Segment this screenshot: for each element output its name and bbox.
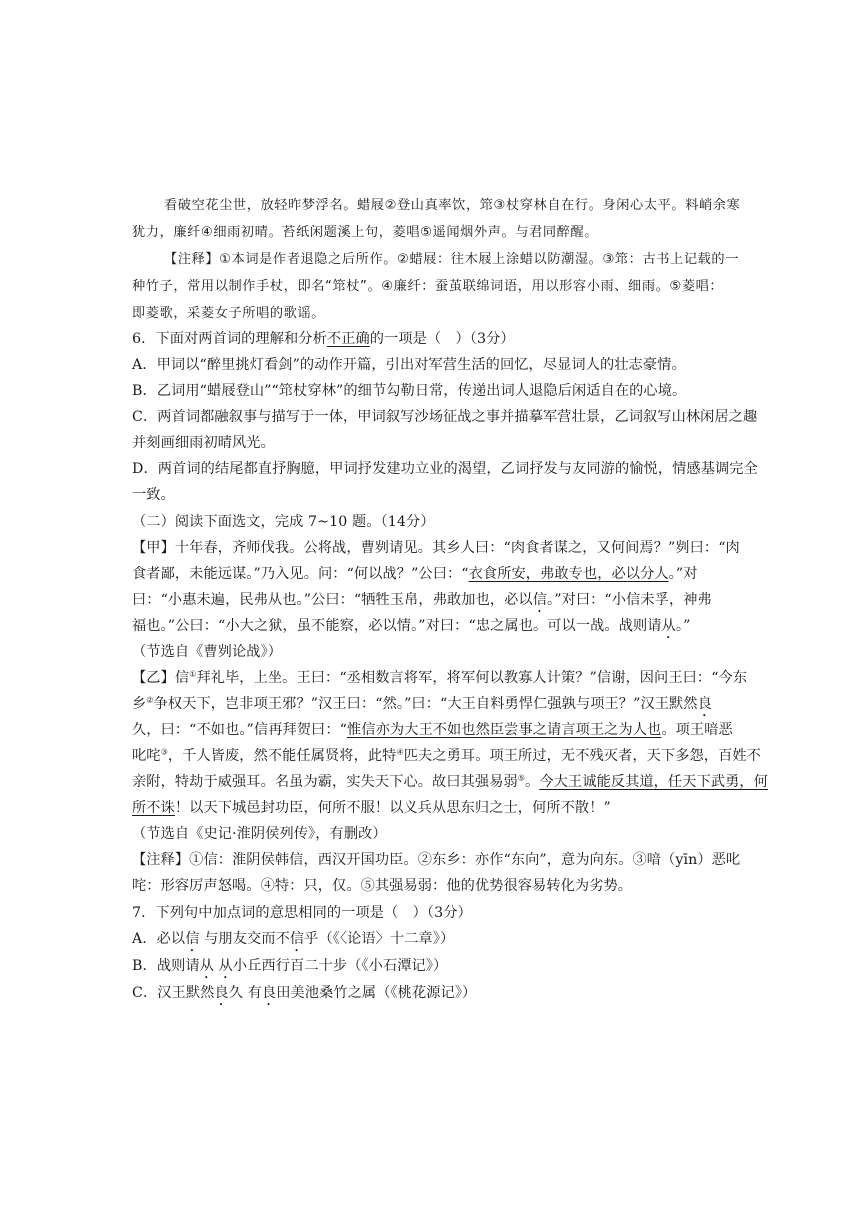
jia-line-4-text: 福也。”公曰：“小大之狱，虽不能察，必以情。”对曰：“忠之属也。可以一战。战则请 (132, 618, 662, 634)
note-marker: ③ (160, 747, 168, 757)
q7-option-c (132, 983, 742, 1009)
q7-c-text: C．汉王默然 (132, 985, 215, 1001)
q6-option-c-line-1: C．两首词都融叙事与描写于一体，甲词叙写沙场征战之事并描摹军营壮景，乙词叙写山林闲居之趣 (132, 409, 758, 425)
jia-dotted-word-cong: 从 (661, 618, 676, 634)
yi-line-2-text: 争权天下，岂非项王邪？”汉王曰：“然。”曰：“大王自料勇悍仁强孰与项王？”汉王默然 (153, 696, 698, 712)
yi-line-4-text: ，千人皆废，然不能任属贤将，此特 (167, 748, 397, 764)
poem-note-3: 即菱歌，采菱女子所唱的歌谣。 (132, 306, 326, 321)
q7-b-source: 小丘西行百二十步（《小石潭记》） (232, 958, 448, 974)
jia-line-2-text: 食者鄙，未能远谋。”乃入见。问：“何以战？”公曰：“ (132, 566, 469, 582)
poem-note-1: 【注释】①本词是作者退隐之后所作。②蜡屐：往木屐上涂蜡以防潮湿。③筇：古书上记载的一 (164, 252, 739, 267)
q7-a-text: A．必以 (132, 931, 186, 947)
yi-underlined-sentence-2-end: 所不诛 (132, 800, 175, 816)
yi-underlined-sentence: 惟信亦为大王不如也然臣尝事之请言项王之为人也 (347, 722, 662, 738)
q7-c-text-2: 久 有 (228, 985, 262, 1001)
yi-line-2 (132, 694, 742, 720)
yi-line-3-text: 久，曰：“不如也。”信再拜贺曰：“ (132, 722, 347, 738)
yi-line-6 (132, 798, 742, 818)
yi-line-2-head: 乡 (132, 696, 147, 712)
yi-line-5-period: 。 (525, 774, 540, 790)
q7-a-dotted-1: 信 (185, 931, 200, 947)
note-marker: ⑤ (517, 773, 526, 783)
yi-source: （节选自《史记·淮阴侯列传》，有删改） (132, 826, 387, 842)
yi-note-2: 咤：形容厉声怒喝。④特：只，仅。⑤其强易弱：他的优势很容易转化为劣势。 (132, 878, 633, 894)
jia-dotted-word-xin: 信 (532, 592, 548, 608)
yi-line-4 (132, 746, 761, 766)
poem-line-2: 犹力，廉纤④细雨初晴。苔纸闲题溪上句，菱唱⑤遥闻烟外声。与君同醉醒。 (132, 225, 599, 240)
note-marker: ① (189, 669, 197, 679)
jia-line-2-tail: 。”对 (668, 566, 698, 582)
yi-line-1-head: 【乙】信 (132, 670, 190, 686)
q7-option-b (132, 956, 742, 982)
q7-b-dotted-1: 从 (199, 958, 214, 974)
q7-a-dotted-2: 信 (289, 931, 305, 947)
q7-c-dotted-1: 良 (214, 985, 229, 1001)
q7-b-text: B．战则请 (132, 958, 200, 974)
yi-line-1 (132, 668, 748, 688)
yi-line-4-head: 叱咤 (132, 748, 161, 764)
q7-b-dotted-2: 从 (218, 958, 233, 974)
yi-line-3-tail: 。项王喑恶 (661, 722, 733, 738)
yi-line-6-text: ！以天下城邑封功臣，何所不服！以义兵从思东归之士，何所不散！” (174, 800, 611, 816)
q7-c-dotted-2: 良 (261, 985, 277, 1001)
q6-stem-text: 6．下面对两首词的理解和分析 (132, 331, 327, 347)
q7-a-text-2: 与朋友交而不 (199, 931, 290, 947)
q7-a-source: 乎（《〈论语〉十二章》） (304, 931, 455, 947)
yi-line-5 (132, 772, 768, 792)
jia-line-4-tail: 。” (675, 618, 691, 634)
yi-line-4-tail: 匹夫之勇耳。项王所过，无不残灭者，天下多怨，百姓不 (403, 748, 761, 764)
yi-line-3 (132, 720, 742, 740)
jia-line-3-text: 曰：“小惠未遍，民弗从也。”公曰：“牺牲玉帛，弗敢加也，必以 (132, 592, 533, 608)
yi-line-5-text: 亲附，特劫于威强耳。名虽为霸，实失天下心。故曰其强易弱 (132, 774, 518, 790)
jia-source: （节选自《曹刿论战》） (132, 644, 283, 660)
q7-c-source: 田美池桑竹之属（《桃花源记》） (276, 985, 477, 1001)
section-2-heading: （二）阅读下面选文，完成 7~10 题。（14分） (132, 514, 435, 530)
jia-line-3 (132, 590, 742, 616)
q7-option-a (132, 929, 742, 955)
q6-option-b: B．乙词用“蜡屐登山”“筇杖穿林”的细节勾勒日常，传递出词人退隐后闲适自在的心境。 (132, 383, 687, 399)
q6-option-a: A．甲词以“醉里挑灯看剑”的动作开篇，引出对军营生活的回忆，尽显词人的壮志豪情。 (132, 357, 686, 373)
yi-underlined-sentence-2: 今大王诚能反其道，任天下武勇，何 (539, 774, 768, 790)
jia-underlined-sentence: 衣食所安，弗敢专也，必以分人 (468, 566, 669, 582)
q6-stem-tail: 的一项是（ ）（3分） (369, 331, 515, 347)
jia-line-3-tail: 。”对曰：“小信未孚，神弗 (547, 592, 712, 608)
yi-note-1: 【注释】①信：淮阴侯韩信，西汉开国功臣。②东乡：亦作“东向”，意为向东。③喑（yīn）恶叱 (132, 852, 741, 868)
poem-note-2: 种竹子，常用以制作手杖，即名“筇杖”。④廉纤：蚕茧联绵词语，用以形容小雨、细雨。⑤菱唱： (132, 279, 724, 294)
note-marker: ④ (396, 747, 404, 757)
q6-option-d-line-2: 一致。 (132, 487, 175, 503)
note-marker: ② (146, 695, 154, 705)
jia-line-2 (132, 564, 742, 584)
q6-option-c-line-2: 并刻画细雨初晴风光。 (132, 435, 275, 451)
poem-line-1: 看破空花尘世，放轻昨梦浮名。蜡屐②登山真率饮，筇③杖穿林自在行。身闲心太平。料峭余寒 (164, 198, 741, 213)
jia-line-4 (132, 616, 742, 642)
yi-line-1-text: 拜礼毕，上坐。王曰：“丞相数言将军，将军何以教寡人计策？”信谢，因问王曰：“今东 (196, 670, 748, 686)
q6-stem-underlined: 不正确 (326, 331, 370, 347)
jia-line-1: 【甲】十年春，齐师伐我。公将战，曹刿请见。其乡人曰：“肉食者谋之，又何间焉？”刿曰：“肉 (132, 540, 740, 556)
q6-stem (132, 329, 742, 349)
q6-option-d-line-1: D．两首词的结尾都直抒胸臆，甲词抒发建功立业的渴望，乙词抒发与友同游的愉悦，情感基调完全 (132, 461, 758, 477)
yi-dotted-word-liang: 良 (697, 696, 712, 712)
q7-stem: 7．下列句中加点词的意思相同的一项是（ ）（3分） (132, 905, 472, 921)
